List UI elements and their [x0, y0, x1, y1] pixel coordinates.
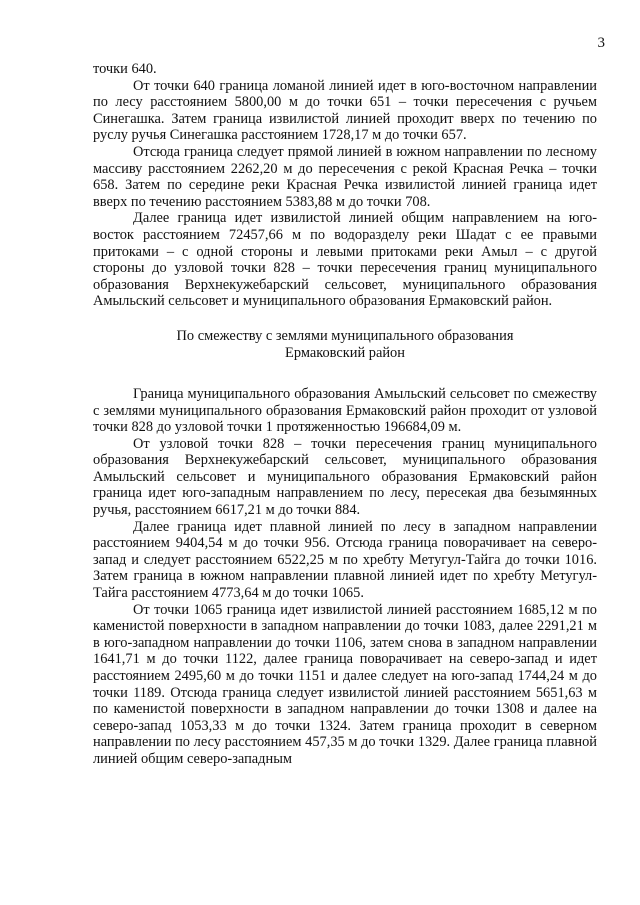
- paragraph-continuation: точки 640.: [93, 61, 157, 77]
- section-heading-line: Ермаковский район: [285, 344, 405, 361]
- paragraph: Далее граница идет извилистой линией общим направлением на юго-восток расстоянием 72457,66 м по водоразделу реки Шадат с ее правыми притоками – с одной стороны и левыми притоками реки Амыл – с другой стороны до узловой точки 828 – точки пересечения границ муниципального образования Верхнекужебарский сельсовет, муниципального образования Амыльский сельсовет и муниципального образования Ермаковский район.: [93, 210, 597, 310]
- section-heading-line: По смежеству с землями муниципального образования: [176, 327, 514, 344]
- paragraph: От точки 640 граница ломаной линией идет в юго-восточном направлении по лесу расстоянием 5800,00 м до точки 651 – точки пересечения с ручьем Синегашка. Затем граница извилистой линией проходит вверх по течению по руслу ручья Синегашка расстоянием 1728,17 м до точки 657.: [93, 77, 597, 144]
- paragraph: Далее граница идет плавной линией по лесу в западном направлении расстоянием 9404,54 м до точки 956. Отсюда граница поворачивает на северо-запад и следует расстоянием 6522,25 м по хребту Метугул-Тайга до точки 1016. Затем граница в южном направлении плавной линией идет по хребту Метугул-Тайга расстоянием 4773,64 м до точки 1065.: [93, 518, 597, 602]
- paragraph: Граница муниципального образования Амыльский сельсовет по смежеству с землями муниципального образования Ермаковский район проходит от узловой точки 828 до узловой точки 1 протяженностью 196684,09 м.: [93, 385, 597, 436]
- document-body: [93, 61, 597, 768]
- paragraph: От точки 1065 граница идет извилистой линией расстоянием 1685,12 м по каменистой поверхности в западном направлении до точки 1083, далее 2291,21 м в юго-западном направлении до точки 1106, затем снова в западном направлении 1641,71 м до точки 1122, далее граница поворачивает на северо-запад и идет расстоянием 2495,60 м до точки 1151 и далее следует на юго-запад 1744,24 м до точки 1189. Отсюда граница следует извилистой линией расстоянием 5651,63 м по каменистой поверхности в западном направлении до точки 1308 и далее на северо-запад 1053,33 м до точки 1324. Затем граница проходит в северном направлении по лесу расстоянием 457,35 м до точки 1329. Далее граница плавной линией общим северо-западным: [93, 601, 597, 767]
- page-number: 3: [597, 35, 605, 51]
- paragraph: Отсюда граница следует прямой линией в южном направлении по лесному массиву расстоянием 2262,20 м до пересечения с рекой Красная Речка – точки 658. Затем по середине реки Красная Речка извилистой линией граница идет вверх по течению расстоянием 5383,88 м до точки 708.: [93, 143, 597, 210]
- paragraph: От узловой точки 828 – точки пересечения границ муниципального образования Верхнекужебарский сельсовет, муниципального образования Амыльский сельсовет и муниципального образования Ермаковский район граница идет юго-западным направлением по лесу, пересекая два безымянных ручья, расстоянием 6617,21 м до точки 884.: [93, 435, 597, 519]
- section-heading: [93, 328, 597, 362]
